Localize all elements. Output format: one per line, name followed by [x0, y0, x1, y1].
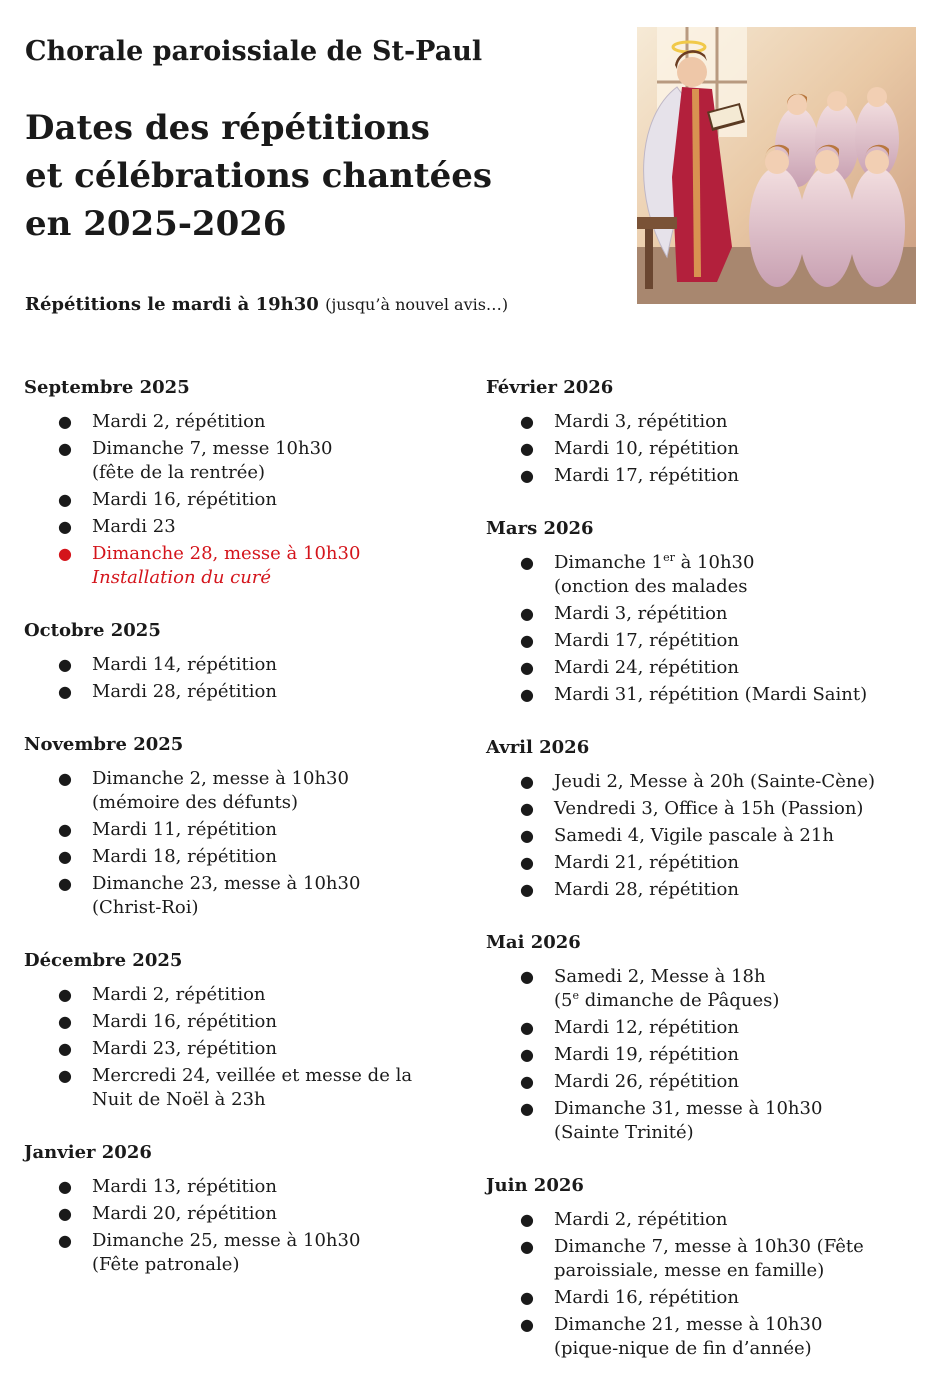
event-item — [24, 765, 444, 816]
event-text: (pique-nique de fin d’année) — [554, 1338, 812, 1359]
rehearsal-info — [25, 294, 508, 315]
bullet-icon: ● — [520, 967, 534, 986]
bullet-icon: ● — [520, 772, 534, 791]
bullet-icon: ● — [520, 631, 534, 650]
event-text: Jeudi 2, Messe à 20h (Sainte-Cène) — [554, 771, 876, 792]
event-text: Dimanche 1er à 10h30 — [554, 551, 755, 573]
event-text: Vendredi 3, Office à 15h (Passion) — [554, 798, 864, 819]
event-item — [486, 849, 926, 876]
event-item — [486, 1311, 926, 1362]
month-section — [24, 1141, 444, 1278]
bullet-icon: ● — [58, 1066, 72, 1085]
title-line: Dates des répétitions — [25, 108, 430, 148]
month-section — [24, 949, 444, 1113]
event-item — [486, 1206, 926, 1233]
event-text: Dimanche 7, messe 10h30 — [92, 438, 333, 459]
event-item — [486, 408, 926, 435]
event-list — [486, 549, 926, 708]
event-item — [486, 654, 926, 681]
event-text: (Sainte Trinité) — [554, 1122, 694, 1143]
bullet-icon: ● — [58, 682, 72, 701]
event-text: Mardi 16, répétition — [92, 1011, 277, 1032]
event-text: Dimanche 7, messe à 10h30 (Fête — [554, 1236, 864, 1257]
event-text: (fête de la rentrée) — [92, 462, 266, 483]
event-item — [24, 1173, 444, 1200]
event-item — [24, 1035, 444, 1062]
month-title: Décembre 2025 — [24, 950, 183, 971]
bullet-icon: ● — [520, 1099, 534, 1118]
event-text: Mardi 16, répétition — [554, 1287, 739, 1308]
event-text: Mardi 17, répétition — [554, 630, 739, 651]
event-text: Mardi 18, répétition — [92, 846, 277, 867]
event-text: Dimanche 25, messe à 10h30 — [92, 1230, 361, 1251]
event-list — [24, 765, 444, 921]
bullet-icon: ● — [520, 1237, 534, 1256]
bullet-icon: ● — [58, 490, 72, 509]
event-text: Mardi 17, répétition — [554, 465, 739, 486]
event-item — [24, 486, 444, 513]
month-title: Mars 2026 — [486, 518, 594, 539]
bullet-icon: ● — [520, 466, 534, 485]
event-text: (5e dimanche de Pâques) — [554, 989, 780, 1011]
event-item — [24, 843, 444, 870]
page-title — [25, 104, 492, 248]
bullet-icon: ● — [520, 439, 534, 458]
event-text: Mardi 2, répétition — [92, 984, 266, 1005]
event-item — [486, 1014, 926, 1041]
bullet-icon: ● — [58, 1231, 72, 1250]
month-title: Mai 2026 — [486, 932, 581, 953]
event-text: Mardi 28, répétition — [92, 681, 277, 702]
event-text: Mardi 16, répétition — [92, 489, 277, 510]
right-column — [486, 376, 926, 1390]
event-item — [24, 1200, 444, 1227]
bullet-icon: ● — [58, 655, 72, 674]
event-item — [24, 408, 444, 435]
event-text: Mardi 23 — [92, 516, 176, 537]
event-item — [486, 1041, 926, 1068]
event-text: Dimanche 23, messe à 10h30 — [92, 873, 361, 894]
month-section — [486, 1174, 926, 1362]
event-item — [24, 435, 444, 486]
bullet-icon: ● — [58, 847, 72, 866]
event-text: Nuit de Noël à 23h — [92, 1089, 266, 1110]
month-title: Septembre 2025 — [24, 377, 190, 398]
month-section — [486, 376, 926, 489]
bullet-icon: ● — [520, 553, 534, 572]
event-text: Mardi 28, répétition — [554, 879, 739, 900]
bullet-icon: ● — [58, 439, 72, 458]
event-text: Samedi 4, Vigile pascale à 21h — [554, 825, 834, 846]
event-item — [486, 435, 926, 462]
event-list — [486, 768, 926, 903]
choir-name: Chorale paroissiale de St-Paul — [25, 36, 483, 67]
event-item — [486, 963, 926, 1014]
event-item — [486, 549, 926, 600]
bullet-icon: ● — [520, 1315, 534, 1334]
month-section — [486, 517, 926, 708]
month-section — [24, 376, 444, 591]
rehearsal-main: Répétitions le mardi à 19h30 — [25, 294, 319, 315]
bullet-icon: ● — [58, 874, 72, 893]
bullet-icon: ● — [58, 412, 72, 431]
month-title: Novembre 2025 — [24, 734, 184, 755]
event-text: Dimanche 28, messe à 10h30 — [92, 543, 361, 564]
bullet-icon: ● — [58, 1039, 72, 1058]
bullet-icon: ● — [520, 1018, 534, 1037]
event-item — [486, 876, 926, 903]
event-text: Mardi 2, répétition — [554, 1209, 728, 1230]
event-item — [24, 870, 444, 921]
event-list — [24, 981, 444, 1113]
bullet-icon: ● — [520, 1288, 534, 1307]
event-item — [24, 981, 444, 1008]
event-text: Mardi 13, répétition — [92, 1176, 277, 1197]
event-item — [486, 600, 926, 627]
title-line: en 2025-2026 — [25, 204, 287, 244]
month-title: Janvier 2026 — [24, 1142, 152, 1163]
bullet-icon: ● — [520, 799, 534, 818]
event-text: (onction des malades — [554, 576, 748, 597]
event-text: Dimanche 21, messe à 10h30 — [554, 1314, 823, 1335]
event-text: (Fête patronale) — [92, 1254, 240, 1275]
bullet-icon: ● — [58, 769, 72, 788]
event-list — [24, 1173, 444, 1278]
event-text: paroissiale, messe en famille) — [554, 1260, 825, 1281]
bullet-icon: ● — [520, 880, 534, 899]
event-text: Samedi 2, Messe à 18h — [554, 966, 766, 987]
event-item — [486, 681, 926, 708]
event-list — [486, 963, 926, 1146]
event-text: Mardi 12, répétition — [554, 1017, 739, 1038]
event-list — [24, 408, 444, 591]
event-text: Mardi 23, répétition — [92, 1038, 277, 1059]
event-text: Mardi 10, répétition — [554, 438, 739, 459]
bullet-icon: ● — [520, 1072, 534, 1091]
event-item — [24, 1062, 444, 1113]
event-text: Mardi 31, répétition (Mardi Saint) — [554, 684, 868, 705]
event-text: Mardi 24, répétition — [554, 657, 739, 678]
bullet-icon: ● — [520, 1045, 534, 1064]
event-text: Mardi 3, répétition — [554, 603, 728, 624]
left-column — [24, 376, 444, 1306]
event-text: Mardi 26, répétition — [554, 1071, 739, 1092]
bullet-icon: ● — [520, 685, 534, 704]
bullet-icon: ● — [58, 517, 72, 536]
title-line: et célébrations chantées — [25, 156, 493, 196]
bullet-icon: ● — [58, 544, 72, 563]
event-item — [24, 678, 444, 705]
event-item — [486, 822, 926, 849]
event-text: Installation du curé — [92, 567, 272, 588]
month-title: Avril 2026 — [486, 737, 590, 758]
event-item — [486, 1284, 926, 1311]
event-item — [486, 1095, 926, 1146]
month-section — [486, 736, 926, 903]
month-title: Février 2026 — [486, 377, 614, 398]
event-item — [24, 1227, 444, 1278]
bullet-icon: ● — [520, 658, 534, 677]
bullet-icon: ● — [58, 1204, 72, 1223]
event-text: Dimanche 2, messe à 10h30 — [92, 768, 349, 789]
event-text: Mardi 3, répétition — [554, 411, 728, 432]
bullet-icon: ● — [520, 853, 534, 872]
event-text: Mardi 20, répétition — [92, 1203, 277, 1224]
bullet-icon: ● — [58, 1177, 72, 1196]
event-text: Mardi 2, répétition — [92, 411, 266, 432]
event-text: Mardi 11, répétition — [92, 819, 277, 840]
event-list — [24, 651, 444, 705]
event-text: (mémoire des défunts) — [92, 792, 299, 813]
bullet-icon: ● — [520, 604, 534, 623]
bullet-icon: ● — [520, 826, 534, 845]
event-item — [486, 795, 926, 822]
event-item — [24, 540, 444, 591]
bullet-icon: ● — [58, 985, 72, 1004]
month-section — [486, 931, 926, 1146]
month-title: Octobre 2025 — [24, 620, 161, 641]
event-item — [486, 627, 926, 654]
event-text: Dimanche 31, messe à 10h30 — [554, 1098, 823, 1119]
event-text: Mardi 19, répétition — [554, 1044, 739, 1065]
event-item — [24, 816, 444, 843]
month-section — [24, 733, 444, 921]
event-item — [24, 1008, 444, 1035]
bullet-icon: ● — [58, 1012, 72, 1031]
event-text: Mercredi 24, veillée et messe de la — [92, 1065, 413, 1086]
event-item — [486, 1068, 926, 1095]
event-text: (Christ-Roi) — [92, 897, 199, 918]
bullet-icon: ● — [520, 1210, 534, 1229]
month-section — [24, 619, 444, 705]
angel-choir-illustration — [637, 27, 916, 304]
event-list — [486, 408, 926, 489]
event-list — [486, 1206, 926, 1362]
event-item — [486, 768, 926, 795]
event-text: Mardi 21, répétition — [554, 852, 739, 873]
bullet-icon: ● — [58, 820, 72, 839]
rehearsal-note: (jusqu’à nouvel avis…) — [325, 295, 509, 314]
event-item — [486, 1233, 926, 1284]
month-title: Juin 2026 — [486, 1175, 584, 1196]
event-item — [24, 513, 444, 540]
event-item — [24, 651, 444, 678]
event-item — [486, 462, 926, 489]
bullet-icon: ● — [520, 412, 534, 431]
event-text: Mardi 14, répétition — [92, 654, 277, 675]
